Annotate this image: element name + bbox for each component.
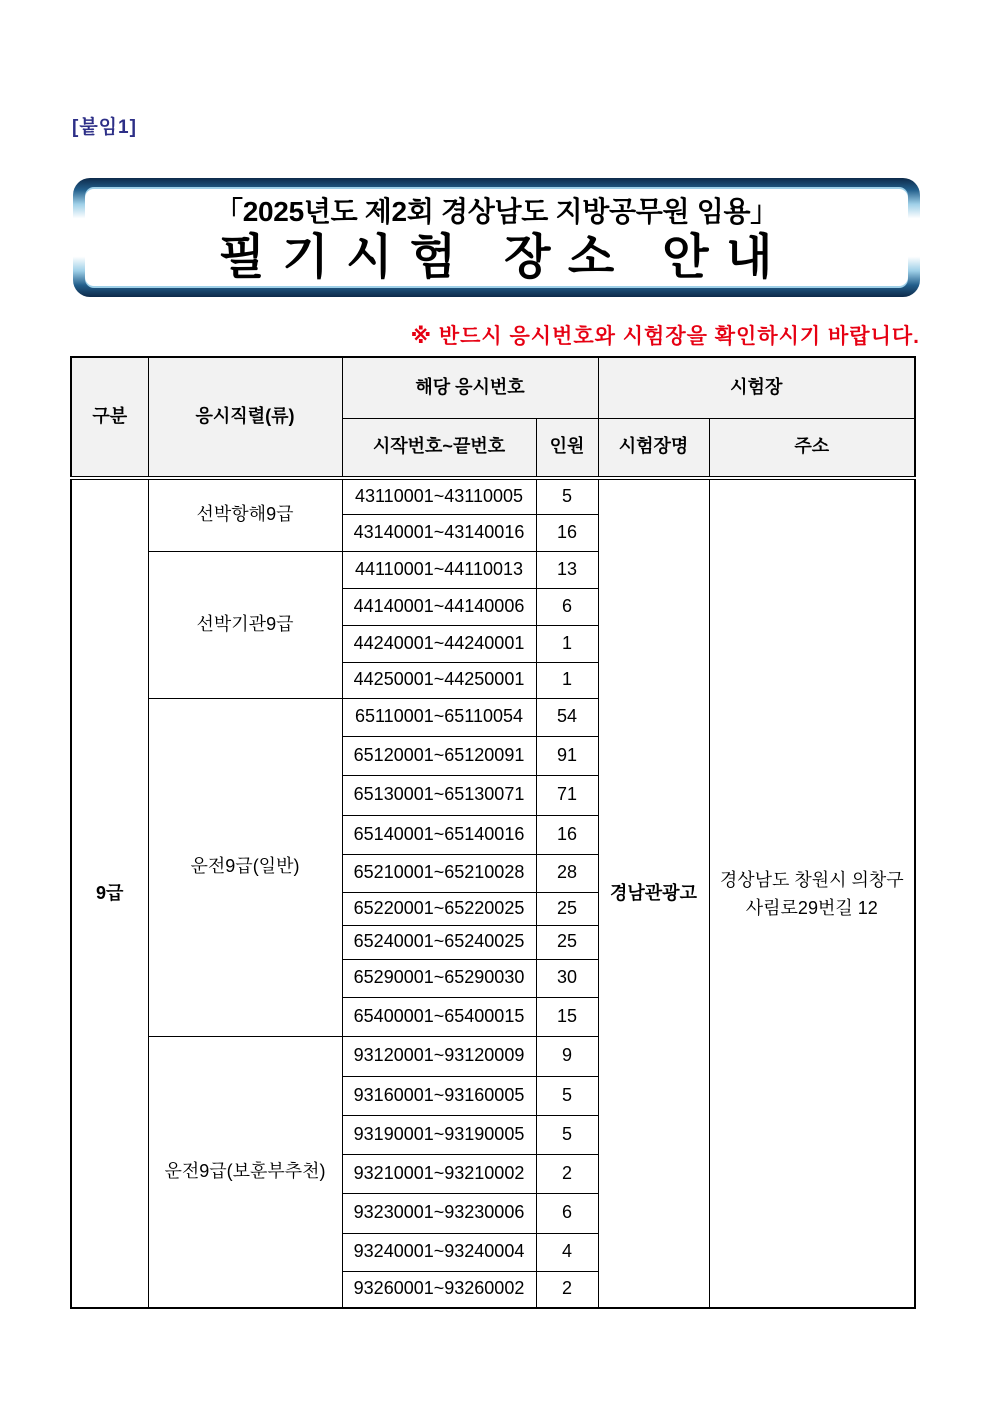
grade-cell: 9급 — [71, 478, 148, 1308]
header-venue-name: 시험장명 — [598, 418, 709, 478]
exam-location-table — [70, 356, 916, 1309]
title-banner — [73, 178, 920, 297]
count-cell: 2 — [536, 1271, 598, 1308]
count-cell: 16 — [536, 514, 598, 551]
table-row — [71, 478, 915, 514]
count-cell: 5 — [536, 478, 598, 514]
series-cell: 선박항해9급 — [148, 478, 342, 551]
number-range-cell: 65240001~65240025 — [342, 925, 536, 959]
number-range-cell: 65120001~65120091 — [342, 736, 536, 775]
number-range-cell: 65290001~65290030 — [342, 959, 536, 997]
count-cell: 71 — [536, 775, 598, 815]
address-cell — [709, 478, 915, 1308]
header-series: 응시직렬(류) — [148, 357, 342, 478]
title-line-2: 필 기 시 험 장 소 안 내 — [218, 230, 775, 284]
count-cell: 54 — [536, 698, 598, 736]
header-number-range: 시작번호~끝번호 — [342, 418, 536, 478]
number-range-cell: 43140001~43140016 — [342, 514, 536, 551]
number-range-cell: 93230001~93230006 — [342, 1193, 536, 1233]
count-cell: 30 — [536, 959, 598, 997]
header-category: 구분 — [71, 357, 148, 478]
notice-text: ※ 반드시 응시번호와 시험장을 확인하시기 바랍니다. — [410, 325, 920, 348]
count-cell: 28 — [536, 854, 598, 892]
count-cell: 5 — [536, 1115, 598, 1154]
attachment-label: [붙임1] — [72, 117, 137, 138]
count-cell: 1 — [536, 662, 598, 698]
series-cell: 운전9급(보훈부추천) — [148, 1036, 342, 1308]
header-exam-numbers: 해당 응시번호 — [342, 357, 598, 418]
count-cell: 1 — [536, 625, 598, 662]
number-range-cell: 93210001~93210002 — [342, 1154, 536, 1193]
count-cell: 6 — [536, 588, 598, 625]
count-cell: 6 — [536, 1193, 598, 1233]
number-range-cell: 65110001~65110054 — [342, 698, 536, 736]
series-cell: 운전9급(일반) — [148, 698, 342, 1036]
count-cell: 15 — [536, 997, 598, 1036]
number-range-cell: 93120001~93120009 — [342, 1036, 536, 1076]
header-count: 인원 — [536, 418, 598, 478]
count-cell: 2 — [536, 1154, 598, 1193]
address-line-2: 사림로29번길 12 — [745, 897, 878, 918]
address-line-1: 경상남도 창원시 의창구 — [719, 869, 904, 890]
number-range-cell: 44250001~44250001 — [342, 662, 536, 698]
header-venue: 시험장 — [598, 357, 915, 418]
number-range-cell: 44140001~44140006 — [342, 588, 536, 625]
title-banner-inner — [85, 189, 908, 286]
number-range-cell: 93260001~93260002 — [342, 1271, 536, 1308]
header-row-1 — [71, 357, 915, 418]
number-range-cell: 44110001~44110013 — [342, 551, 536, 588]
count-cell: 4 — [536, 1233, 598, 1271]
number-range-cell: 43110001~43110005 — [342, 478, 536, 514]
number-range-cell: 93240001~93240004 — [342, 1233, 536, 1271]
number-range-cell: 65140001~65140016 — [342, 815, 536, 854]
number-range-cell: 65210001~65210028 — [342, 854, 536, 892]
table-body — [71, 478, 915, 1308]
number-range-cell: 93160001~93160005 — [342, 1076, 536, 1115]
count-cell: 5 — [536, 1076, 598, 1115]
series-cell: 선박기관9급 — [148, 551, 342, 698]
venue-name-cell: 경남관광고 — [598, 478, 709, 1308]
table-header — [71, 357, 915, 478]
number-range-cell: 65130001~65130071 — [342, 775, 536, 815]
count-cell: 25 — [536, 925, 598, 959]
number-range-cell: 44240001~44240001 — [342, 625, 536, 662]
count-cell: 16 — [536, 815, 598, 854]
count-cell: 13 — [536, 551, 598, 588]
count-cell: 25 — [536, 892, 598, 925]
number-range-cell: 65220001~65220025 — [342, 892, 536, 925]
title-line-1: 「2025년도 제2회 경상남도 지방공무원 임용」 — [215, 195, 778, 227]
number-range-cell: 65400001~65400015 — [342, 997, 536, 1036]
count-cell: 91 — [536, 736, 598, 775]
count-cell: 9 — [536, 1036, 598, 1076]
number-range-cell: 93190001~93190005 — [342, 1115, 536, 1154]
header-address: 주소 — [709, 418, 915, 478]
